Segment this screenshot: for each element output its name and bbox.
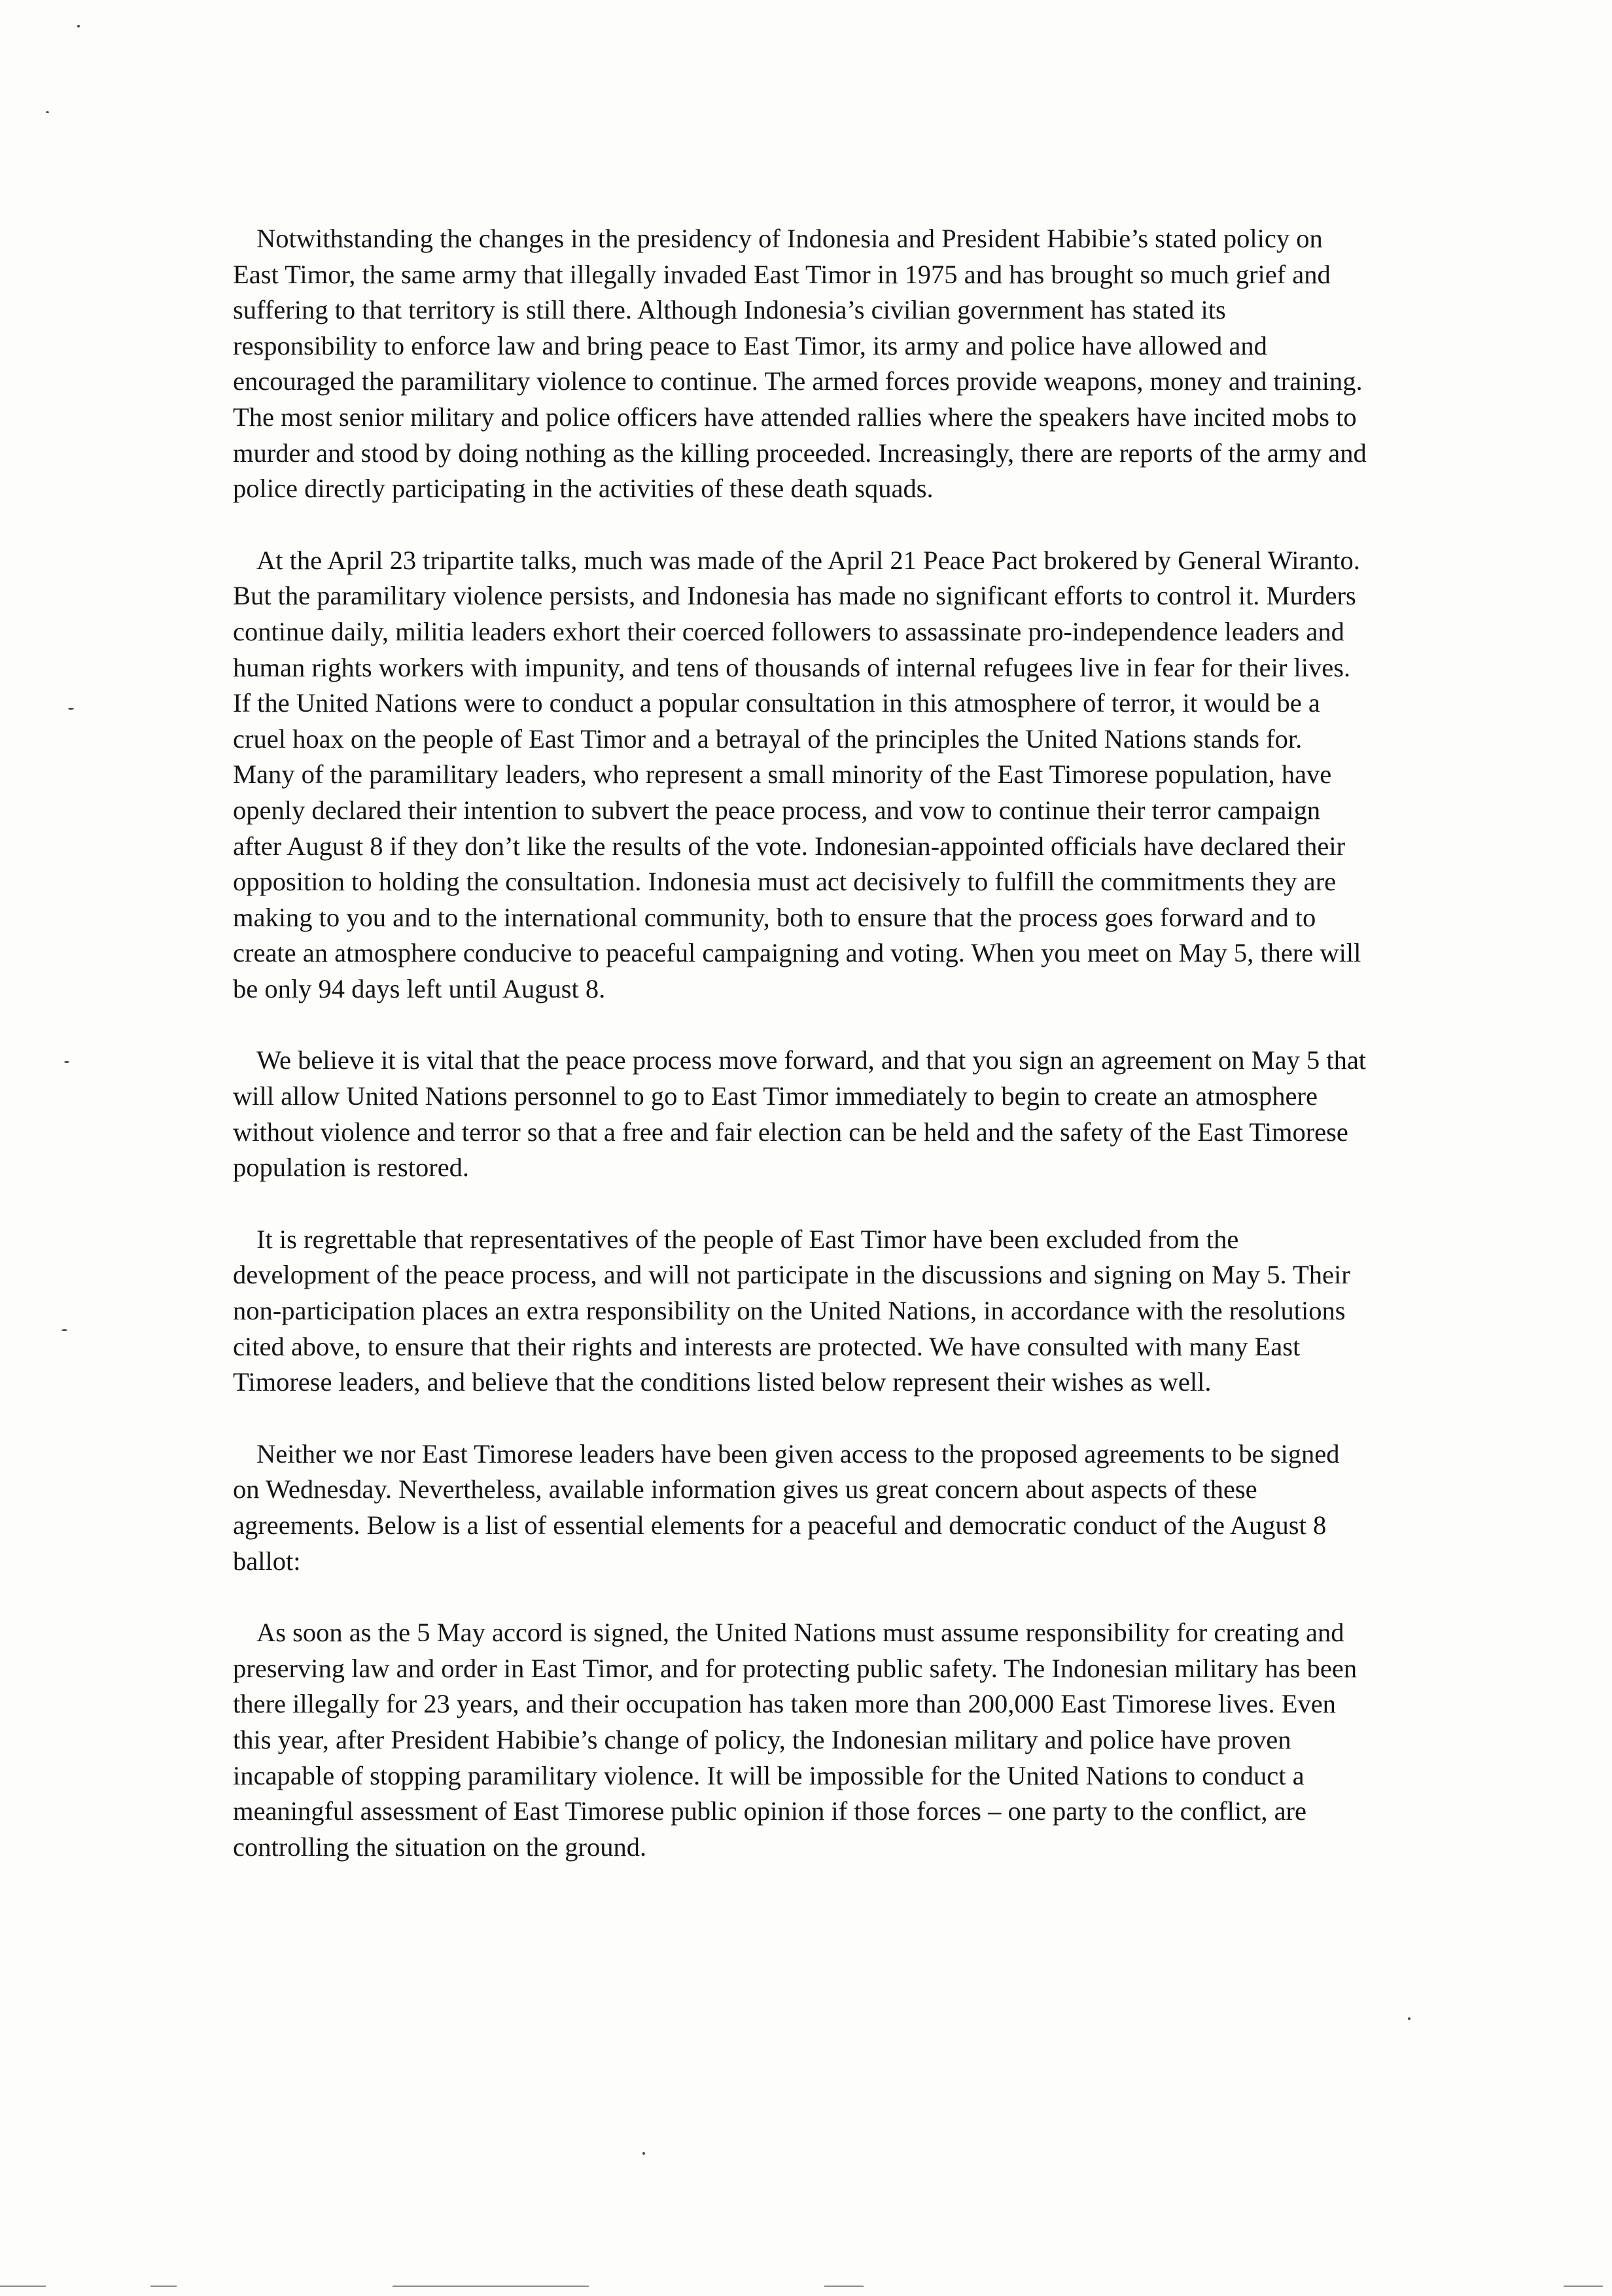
letter-body — [233, 221, 1369, 1865]
scan-speck — [64, 1061, 69, 1063]
scan-bottom-edge — [0, 2286, 1612, 2288]
scan-edge-segment — [150, 2286, 177, 2287]
scan-edge-segment — [0, 2286, 46, 2287]
scan-speck — [46, 111, 49, 113]
scan-edge-segment — [824, 2286, 864, 2287]
body-paragraph: As soon as the 5 May accord is signed, the United Nations must assume responsibility for creating and preserving law and order in East Timor, and for protecting public safety. The Indonesian military has been there illegally for 23 years, and their occupation has taken more than 200,000 East Timorese lives. Even this year, after President Habibie’s change of policy, the Indonesian military and police have proven incapable of stopping paramilitary violence. It will be impossible for the United Nations to conduct a meaningful assessment of East Timorese public opinion if those forces – one party to the conflict, are controlling the situation on the ground. — [233, 1618, 1358, 1862]
body-paragraph: At the April 23 tripartite talks, much was made of the April 21 Peace Pact brokered by General Wiranto. But the paramilitary violence persists, and Indonesia has made no significant efforts to control it. Murders continue daily, militia leaders exhort their coerced followers to assassinate pro-independence leaders and human rights workers with impunity, and tens of thousands of internal refugees live in fear for their lives. If the United Nations were to conduct a popular consultation in this atmosphere of terror, it would be a cruel hoax on the people of East Timor and a betrayal of the principles the United Nations stands for. Many of the paramilitary leaders, who represent a small minority of the East Timorese population, have openly declared their intention to subvert the peace process, and vow to continue their terror campaign after August 8 if they don’t like the results of the vote. Indonesian-appointed officials have declared their opposition to holding the consultation. Indonesia must act decisively to fulfill the commitments they are making to you and to the international community, both to ensure that the process goes forward and to create an atmosphere conducive to peaceful campaigning and voting. When you meet on May 5, there will be only 94 days left until August 8. — [233, 545, 1361, 1003]
scan-speck — [642, 2152, 645, 2155]
body-paragraph: It is regrettable that representatives of the people of East Timor have been excluded from the development of the peace process, and will not participate in the discussions and signing on May 5. Their non-participation places an extra responsibility on the United Nations, in accordance with the resolutions cited above, to ensure that their rights and interests are protected. We have consulted with many East Timorese leaders, and believe that the conditions listed below represent their wishes as well. — [233, 1224, 1350, 1397]
body-paragraph: We believe it is vital that the peace process move forward, and that you sign an agreement on May 5 that will allow United Nations personnel to go to East Timor immediately to begin to create an atmosphere without violence and terror so that a free and fair election can be held and the safety of the East Timorese population is restored. — [233, 1045, 1367, 1183]
scan-speck — [1408, 2017, 1410, 2020]
scan-edge-segment — [1564, 2286, 1603, 2287]
scan-speck — [77, 25, 80, 27]
body-paragraph: Notwithstanding the changes in the presidency of Indonesia and President Habibie’s stated policy on East Timor, the same army that illegally invaded East Timor in 1975 and has brought so much grief and suffering to that territory is still there. Although Indonesia’s civilian government has stated its responsibility to enforce law and bring peace to East Timor, its army and police have allowed and encouraged the paramilitary violence to continue. The armed forces provide weapons, money and training. The most senior military and police officers have attended rallies where the speakers have incited mobs to murder and stood by doing nothing as the killing proceeded. Increasingly, there are reports of the army and police directly participating in the activities of these death squads. — [233, 224, 1367, 504]
scan-speck — [61, 1329, 67, 1331]
body-paragraph: Neither we nor East Timorese leaders have been given access to the proposed agreements to be signed on Wednesday. Nevertheless, available information gives us great concern about aspects of these agreements. Below is a list of essential elements for a peaceful and democratic conduct of the August 8 ballot: — [233, 1438, 1340, 1576]
scan-edge-segment — [393, 2286, 589, 2287]
scan-speck — [68, 708, 74, 710]
